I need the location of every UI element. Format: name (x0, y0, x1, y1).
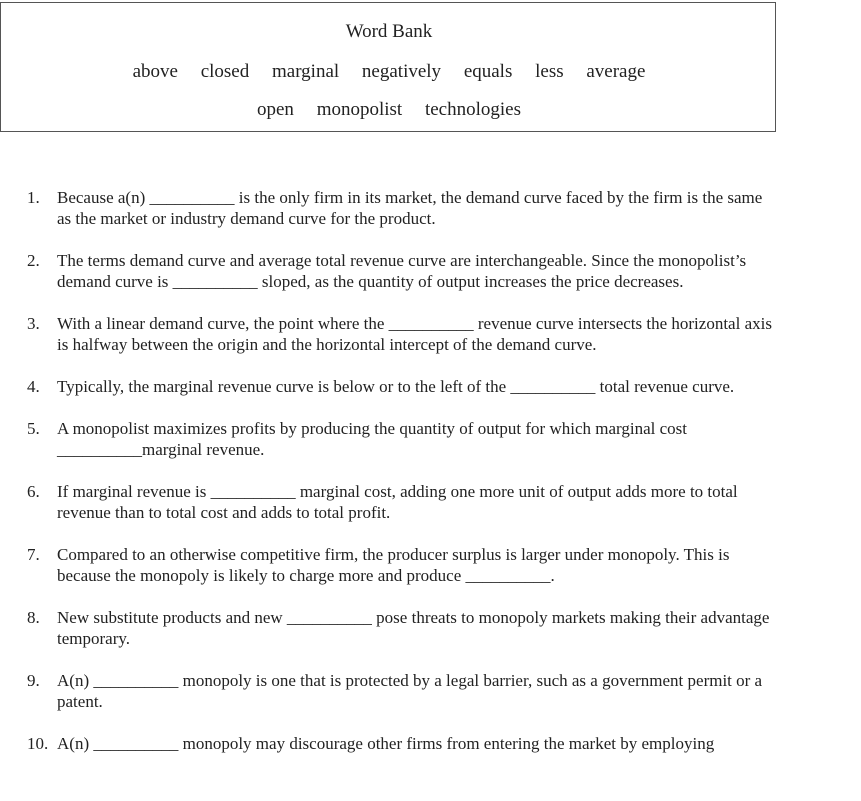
question-text: If marginal revenue is __________ marginal cost, adding one more unit of output adds more to total revenue than to total cost and adds to total profit. (57, 482, 738, 522)
question-text: New substitute products and new __________ pose threats to monopoly markets making their advantage temporary. (57, 608, 770, 648)
question-item (0, 418, 777, 460)
question-text: A(n) __________ monopoly may discourage other firms from entering the market by employing (57, 734, 715, 753)
question-item (0, 733, 777, 754)
word-bank-box (0, 2, 776, 132)
question-number: 7. (27, 545, 40, 564)
word-bank-word: monopolist (316, 99, 403, 120)
word-bank-word: technologies (424, 99, 521, 120)
question-text: A monopolist maximizes profits by producing the quantity of output for which marginal cost __________marginal revenue. (57, 419, 688, 459)
word-bank-word: open (257, 99, 294, 120)
word-bank-word: marginal (271, 61, 340, 82)
question-list (0, 187, 861, 775)
question-text: With a linear demand curve, the point where the __________ revenue curve intersects the horizontal axis is halfway between the origin and the horizontal intercept of the demand curve. (57, 314, 772, 354)
question-item (0, 544, 777, 586)
question-item (0, 481, 777, 523)
question-text: Because a(n) __________ is the only firm in its market, the demand curve faced by the firm is the same as the market or industry demand curve for the product. (57, 188, 763, 228)
question-number: 6. (27, 482, 40, 501)
question-number: 1. (27, 188, 40, 207)
word-bank-word: negatively (361, 61, 442, 82)
word-bank-word: average (586, 61, 646, 82)
question-item (0, 376, 777, 397)
question-number: 2. (27, 251, 40, 270)
word-bank-word: closed (200, 61, 250, 82)
question-number: 10. (27, 734, 49, 753)
question-item (0, 607, 777, 649)
question-number: 9. (27, 671, 40, 690)
question-number: 5. (27, 419, 40, 438)
question-number: 4. (27, 377, 40, 396)
question-text: The terms demand curve and average total revenue curve are interchangeable. Since the monopolist’s demand curve is __________ sloped, as the quantity of output increases the price decreases. (57, 251, 747, 291)
question-text: Typically, the marginal revenue curve is below or to the left of the __________ total revenue curve. (57, 377, 735, 396)
word-bank-row-1 (1, 61, 777, 83)
word-bank-word: equals (463, 61, 513, 82)
question-item (0, 670, 777, 712)
word-bank-row-2 (1, 99, 777, 121)
word-bank-title: Word Bank (345, 21, 433, 42)
word-bank-word: above (132, 61, 178, 82)
question-item (0, 250, 777, 292)
question-number: 8. (27, 608, 40, 627)
question-number: 3. (27, 314, 40, 333)
question-item (0, 187, 777, 229)
question-text: Compared to an otherwise competitive firm, the producer surplus is larger under monopoly. This is because the monopoly is likely to charge more and produce __________. (57, 545, 730, 585)
question-text: A(n) __________ monopoly is one that is protected by a legal barrier, such as a government permit or a patent. (57, 671, 763, 711)
question-item (0, 313, 777, 355)
word-bank-word: less (535, 61, 564, 82)
